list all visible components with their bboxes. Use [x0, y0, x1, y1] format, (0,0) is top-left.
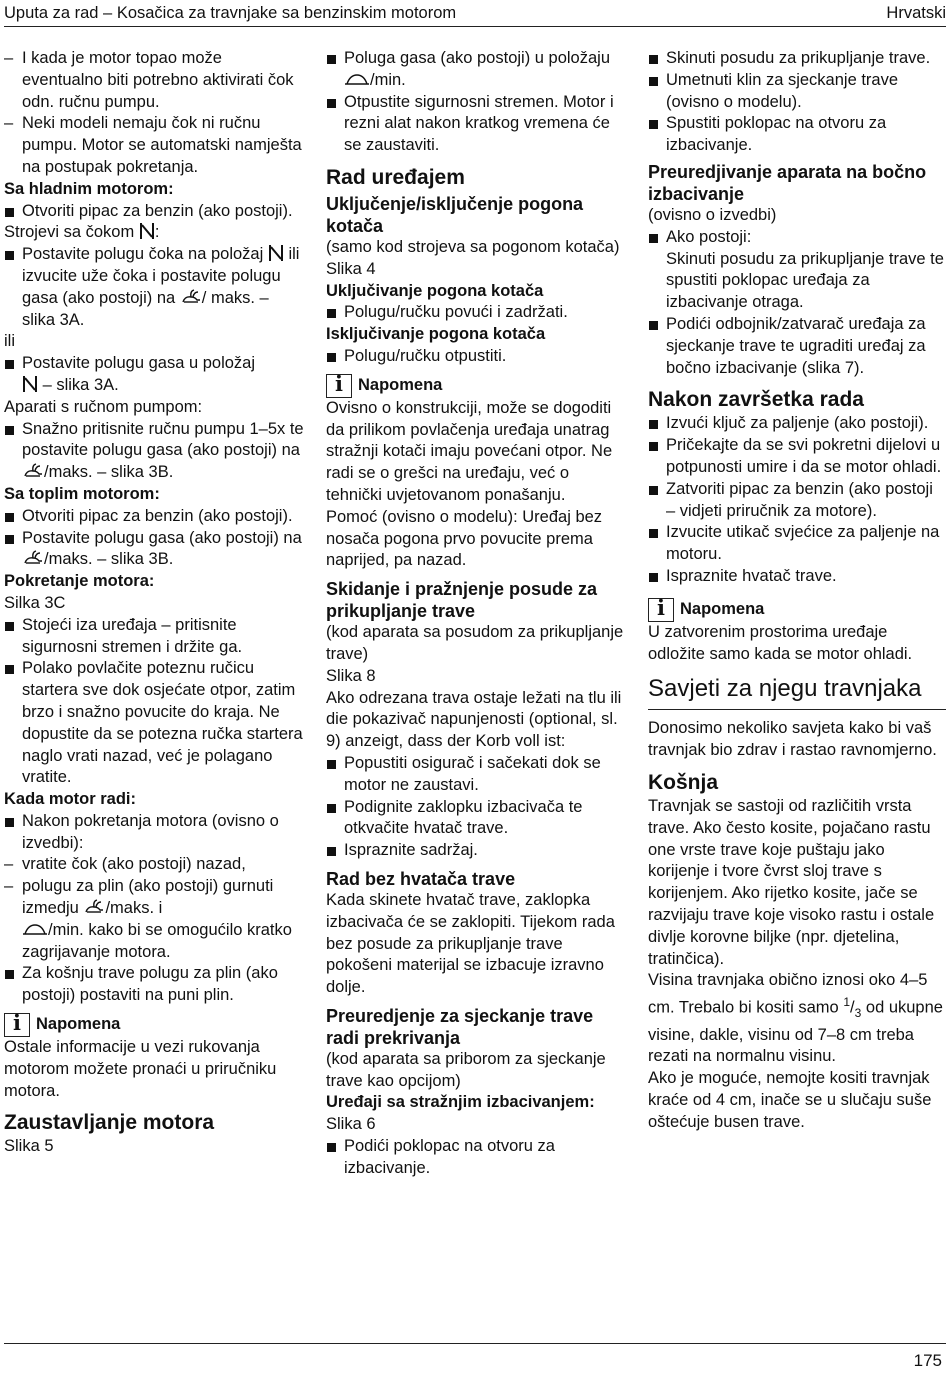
bullet-item: Ispraznite hvatač trave.	[648, 566, 946, 588]
bullet-item: Postavite polugu gasa (ako postoji) na /maks. – slika 3B.	[4, 528, 304, 572]
subheading-start-engine: Pokretanje motora:	[4, 572, 155, 591]
bullet-item: Ispraznite sadržaj.	[326, 840, 626, 862]
dash-item: – polugu za plin (ako postoji) gurnuti izmedju /maks. i /min. kako bi se omogućilo kratko zagrijavanje motora.	[4, 876, 304, 963]
figure-ref: Slika 6	[326, 1115, 376, 1134]
bullet-item: Izvucite utikač svjećice za paljenje na motoru.	[648, 522, 946, 566]
or-label: ili	[4, 332, 15, 351]
paragraph: Donosimo nekoliko savjeta kako bi vaš travnjak bio zdrav i rastao ravnomjerno.	[648, 719, 937, 760]
heading-mulching: Preuredjenje za sjeckanje trave radi prekrivanja	[326, 1005, 594, 1048]
heading-no-catcher: Rad bez hvatača trave	[326, 868, 516, 889]
footer-divider	[4, 1343, 946, 1344]
bullet-item: Zatvoriti pipac za benzin (ako postoji – vidjeti priručnik za motore).	[648, 479, 946, 523]
info-icon	[648, 598, 674, 622]
note-heading: i Napomena	[648, 598, 946, 622]
heading-empty-catcher: Skidanje i pražnjenje posude za prikupljanje trave	[326, 579, 598, 622]
paragraph: Ako odrezana trava ostaje ležati na tlu ili die pokazivač napunjenosti (optional, sl. 9) anzeigt, dass der Korb voll ist:	[326, 688, 622, 751]
heading-wheel-drive: Uključenje/isključenje pogona kotača	[326, 193, 584, 236]
dash-item: – vratite čok (ako postoji) nazad,	[4, 854, 304, 876]
figure-ref: Slika 4	[326, 259, 376, 278]
paragraph: (samo kod strojeva sa pogonom kotača)	[326, 237, 620, 256]
paragraph: (kod aparata sa priborom za sjeckanje trave kao opcijom)	[326, 1049, 606, 1090]
bullet-item: Podići odbojnik/zatvarač uređaja za sjeckanje trave te ugraditi uređaj za bočno izbacivanje (slika 7).	[648, 314, 946, 379]
dash-item: – Neki modeli nemaju čok ni ručnu pumpu. Motor se automatski namješta na postupak pokretanja.	[4, 113, 304, 178]
turtle-slow-icon	[344, 72, 370, 88]
note-text: U zatvorenim prostorima uređaje odložite samo kada se motor ohladi.	[648, 622, 913, 663]
pump-machines-label: Aparati s ručnom pumpom:	[4, 397, 203, 416]
subheading-drive-on: Uključivanje pogona kotača	[326, 281, 544, 300]
bullet-item: Otpustite sigurnosni stremen. Motor i rezni alat nakon kratkog vremena će se zaustaviti.	[326, 92, 626, 157]
bullet-item: Otvoriti pipac za benzin (ako postoji).	[4, 506, 304, 528]
bullet-item: Nakon pokretanja motora (ovisno o izvedbi):	[4, 811, 304, 855]
figure-ref: Slika 5	[4, 1137, 54, 1156]
subheading-cold-engine: Sa hladnim motorom:	[4, 179, 174, 198]
bullet-item: Podignite zaklopku izbacivača te otkvačite hvatač trave.	[326, 797, 626, 841]
subheading-engine-running: Kada motor radi:	[4, 790, 137, 809]
bullet-item: Otvoriti pipac za benzin (ako postoji).	[4, 201, 304, 223]
paragraph: (kod aparata sa posudom za prikupljanje trave)	[326, 623, 624, 663]
heading-mowing: Košnja	[648, 770, 719, 794]
column-2	[326, 48, 626, 1180]
bullet-item: Polako povlačite poteznu ručicu startera sve dok osjećate otpor, zatim brzo i snažno povucite do kraja. Ne dopustite da se potezna ručka startera naglo vrati nazad, već je polagano vratite.	[4, 658, 304, 789]
note-text: Pomoć (ovisno o modelu): Uređaj bez nosača pogona prvo povucite prema naprijed, pa nazad.	[326, 507, 603, 570]
note-heading: i Napomena	[4, 1013, 304, 1037]
hare-fast-icon	[22, 549, 44, 567]
bullet-item: Polugu/ručku povući i zadržati.	[326, 302, 626, 324]
dash-item: – I kada je motor topao može eventualno biti potrebno aktivirati čok odn. ručnu pumpu.	[4, 48, 304, 113]
bullet-item: Postavite polugu gasa u položaj – slika 3A.	[4, 353, 304, 397]
choke-machines-label: Strojevi sa čokom :	[4, 223, 160, 242]
choke-icon	[268, 244, 284, 262]
paragraph: Kada skinete hvatač trave, zaklopka izbacivača će se zaklopiti. Tijekom rada bez posude za prikupljanje trave pokošeni materijal se izbacuje izravno dolje.	[326, 890, 615, 997]
bullet-item: Spustiti poklopac na otvoru za izbacivanje.	[648, 113, 946, 157]
heading-lawn-tips: Savjeti za njegu travnjaka	[648, 675, 946, 710]
hare-fast-icon	[180, 288, 202, 306]
info-icon	[4, 1013, 30, 1037]
info-icon	[326, 374, 352, 398]
page-header	[4, 0, 946, 27]
note-text: Ostale informacije u vezi rukovanja motorom možete pronaći u priručniku motora.	[4, 1038, 277, 1100]
bullet-item: Popustiti osigurač i sačekati dok se motor ne zaustavi.	[326, 753, 626, 797]
heading-operation: Rad uređajem	[326, 165, 465, 189]
header-language: Hrvatski	[886, 3, 946, 22]
turtle-slow-icon	[22, 922, 48, 938]
choke-icon	[22, 375, 38, 393]
bullet-item: Ako postoji: Skinuti posudu za prikupljanje trave te spustiti poklopac uređaja za izbacivanje otraga.	[648, 227, 946, 314]
hare-fast-icon	[22, 462, 44, 480]
bullet-item: Umetnuti klin za sjeckanje trave (ovisno o modelu).	[648, 70, 946, 114]
bullet-item: Izvući ključ za paljenje (ako postoji).	[648, 413, 946, 435]
bullet-item: Podići poklopac na otvoru za izbacivanje.	[326, 1136, 626, 1180]
hare-fast-icon	[83, 898, 105, 916]
bullet-item: Pričekajte da se svi pokretni dijelovi u potpunosti umire i da se motor ohladi.	[648, 435, 946, 479]
bullet-item: Skinuti posudu za prikupljanje trave.	[648, 48, 946, 70]
bullet-item: Poluga gasa (ako postoji) u položaju /min.	[326, 48, 626, 92]
figure-ref: Silka 3C	[4, 593, 66, 612]
bullet-item: Snažno pritisnite ručnu pumpu 1–5x te postavite polugu gasa (ako postoji) na /maks. – slika 3B.	[4, 419, 304, 484]
page-number: 175	[913, 1351, 942, 1370]
heading-side-discharge: Preuredjivanje aparata na bočno izbacivanje	[648, 161, 927, 204]
heading-after-work: Nakon završetka rada	[648, 388, 864, 412]
header-title: Uputa za rad – Kosačica za travnjake sa benzinskim motorom	[4, 3, 457, 22]
paragraph: Travnjak se sastoji od različitih vrsta trave. Ako često kosite, pojačano rastu one vrste trave koje puštaju jako korijenje i tvore čvrst sloj trave s korijenjem. Ako rijetko kosite, jače se razvijaju trave koje visoko rastu i ostale divlje korovne biljke (npr. djetelina, tratinčica).	[648, 796, 935, 968]
subheading-drive-off: Isključivanje pogona kotača	[326, 325, 546, 344]
bullet-item: Za košnju trave polugu za plin (ako postoji) postaviti na puni plin.	[4, 963, 304, 1007]
bullet-item: Postavite polugu čoka na položaj ili izvucite uže čoka i postavite polugu gasa (ako postoji) na / maks. – slika 3A.	[4, 244, 304, 331]
subheading-warm-engine: Sa toplim motorom:	[4, 484, 160, 503]
paragraph: (ovisno o izvedbi)	[648, 205, 777, 224]
bullet-item: Stojeći iza uređaja – pritisnite sigurnosni stremen i držite ga.	[4, 615, 304, 659]
column-3	[648, 48, 946, 1134]
paragraph: Ako je moguće, nemojte kositi travnjak kraće od 4 cm, inače se u slučaju suše oštećuje busen trave.	[648, 1069, 932, 1131]
paragraph: Visina travnjaka obično iznosi oko 4–5 cm. Trebalo bi kositi samo $^1/_3$ od ukupne visine, dakle, visinu od 7–8 cm treba rezati na normalnu visinu.	[648, 971, 943, 1066]
choke-icon	[139, 222, 155, 240]
heading-stop-engine: Zaustavljanje motora	[4, 1111, 215, 1135]
bullet-item: Polugu/ručku otpustiti.	[326, 346, 626, 368]
column-1	[4, 48, 304, 1158]
figure-ref: Slika 8	[326, 666, 376, 685]
note-heading: i Napomena	[326, 374, 626, 398]
note-text: Ovisno o konstrukciji, može se dogoditi da prilikom povlačenja uređaja unatrag stražnji kotači imaju povećani otpor. Ne radi se o grešci na uređaju, već o tehnički uvjetovanom ponašanju.	[326, 398, 613, 504]
subheading-rear-discharge: Uređaji sa stražnjim izbacivanjem:	[326, 1093, 595, 1112]
